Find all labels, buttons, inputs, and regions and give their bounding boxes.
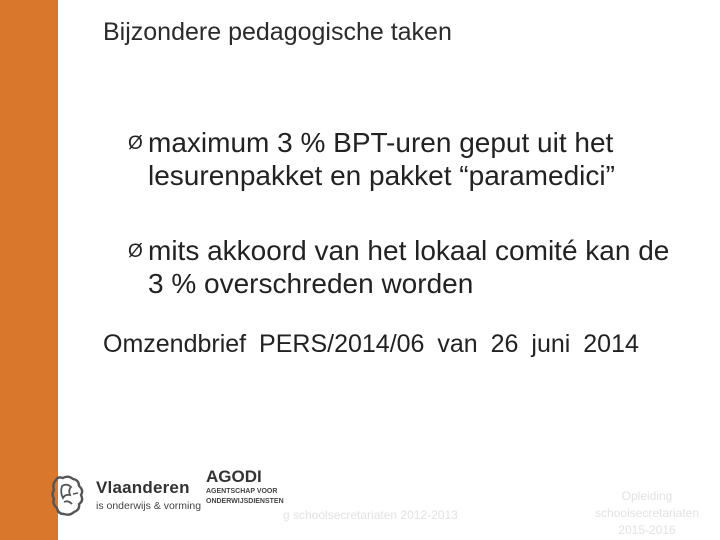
- vlaanderen-logo-tagline: is onderwijs & vorming: [96, 500, 202, 512]
- bullet-list: [130, 126, 690, 342]
- bullet-text: maximum 3 % BPT-uren geput uit het lesurenpakket en pakket “paramedici”: [148, 127, 615, 191]
- accent-side-bar: [0, 0, 58, 540]
- arrow-bullet-icon: Ø: [128, 133, 143, 154]
- agodi-logo-line2: ONDERWIJSDIENSTEN: [206, 498, 284, 505]
- arrow-bullet-icon: Ø: [128, 241, 143, 262]
- circular-reference: Omzendbrief PERS/2014/06 van 26 juni 2014: [103, 330, 639, 358]
- bullet-item: [130, 126, 690, 192]
- agodi-logo-line1: AGENTSCHAP VOOR: [206, 488, 278, 495]
- slide-title: Bijzondere pedagogische taken: [103, 18, 452, 46]
- agodi-logo-name: AGODI: [206, 467, 262, 486]
- vlaanderen-logo: [48, 470, 208, 526]
- footer-center-text: g schoolsecretariaten 2012-2013: [283, 508, 458, 522]
- bullet-item: [130, 234, 690, 300]
- vlaanderen-lion-icon: [48, 474, 90, 518]
- bullet-text: mits akkoord van het lokaal comité kan de 3 % overschreden worden: [148, 235, 670, 299]
- vlaanderen-logo-name: Vlaanderen: [96, 478, 190, 497]
- footer-right-text: Opleiding schoolsecretariaten 2015-2016: [594, 489, 700, 537]
